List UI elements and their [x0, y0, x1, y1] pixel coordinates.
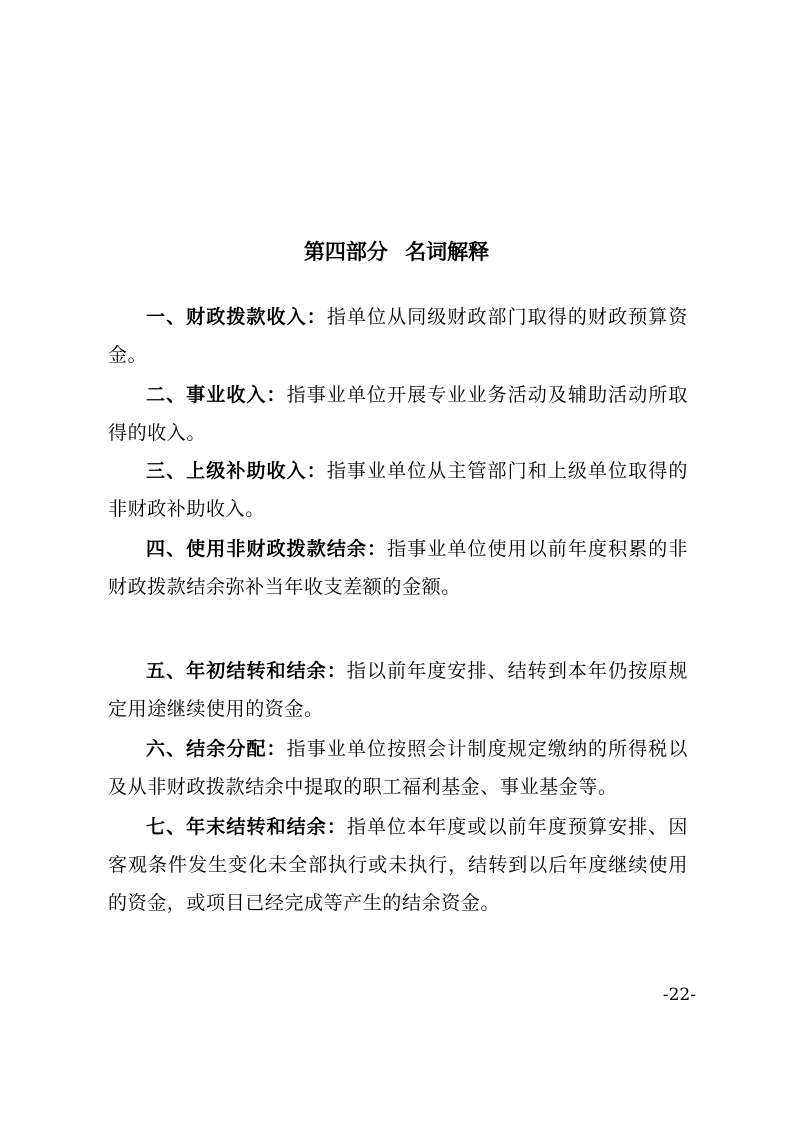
- term-name: 六、结余分配：: [146, 738, 287, 760]
- term-name: 二、事业收入：: [146, 384, 287, 406]
- term-definition: 指事业单位开展专业业务活动及辅助活动所取得的收入。: [108, 384, 688, 444]
- term-paragraph: [108, 298, 688, 374]
- term-paragraph: [108, 652, 688, 728]
- term-paragraph: [108, 530, 688, 606]
- term-definition: 指单位本年度或以前年度预算安排、因客观条件发生变化未全部执行或未执行，结转到以后年度继续使用的资金，或项目已经完成等产生的结余资金。: [108, 816, 688, 914]
- term-paragraph: [108, 808, 688, 922]
- term-definition: 指以前年度安排、结转到本年仍按原规定用途继续使用的资金。: [108, 660, 688, 720]
- term-name: 一、财政拨款收入：: [146, 306, 327, 328]
- term-paragraph: [108, 452, 688, 528]
- page-number: -22-: [662, 985, 696, 1005]
- term-name: 三、上级补助收入：: [146, 460, 327, 482]
- term-name: 七、年末结转和结余：: [146, 816, 347, 838]
- term-name: 四、使用非财政拨款结余：: [146, 538, 388, 560]
- term-paragraph: [108, 376, 688, 452]
- term-definition: 指事业单位按照会计制度规定缴纳的所得税以及从非财政拨款结余中提取的职工福利基金、事业基金等。: [108, 738, 688, 798]
- term-name: 五、年初结转和结余：: [146, 660, 347, 682]
- term-definition: 指事业单位从主管部门和上级单位取得的非财政补助收入。: [108, 460, 688, 520]
- term-paragraph: [108, 730, 688, 806]
- page-title: 第四部分 名词解释: [303, 239, 490, 264]
- term-definition: 指单位从同级财政部门取得的财政预算资金。: [108, 306, 688, 366]
- term-definition: 指事业单位使用以前年度积累的非财政拨款结余弥补当年收支差额的金额。: [108, 538, 688, 598]
